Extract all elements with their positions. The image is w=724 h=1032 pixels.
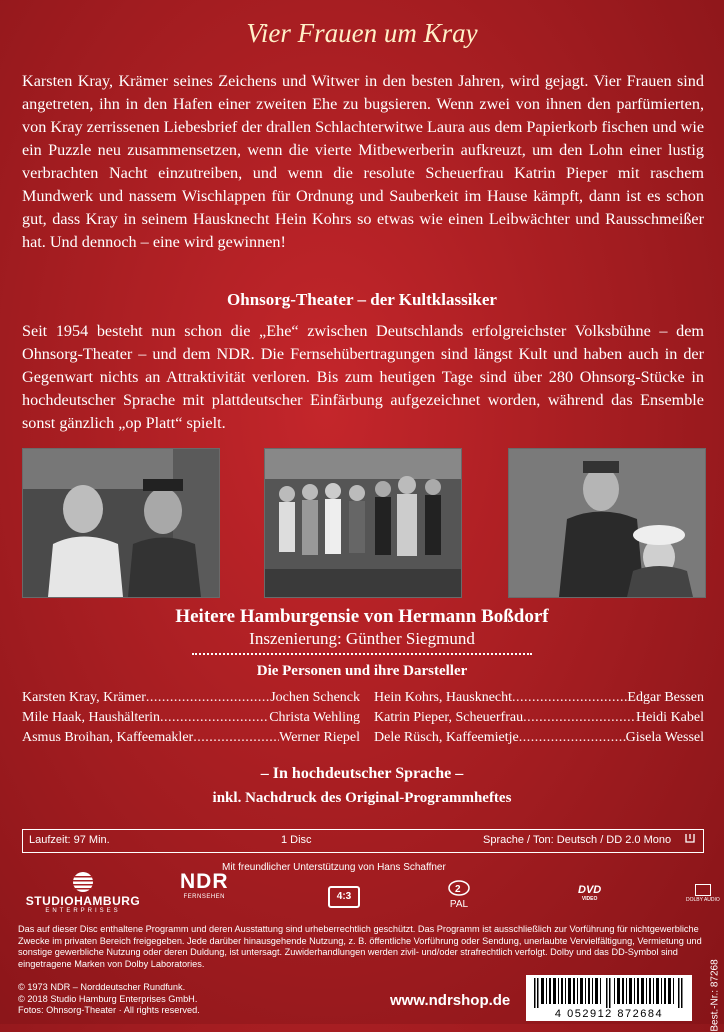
cast-row (374, 728, 704, 748)
cast-role: Katrin Pieper, Scheuerfrau (374, 710, 524, 725)
language-note: – In hochdeutscher Sprache – (260, 765, 464, 782)
cast-actor: Heidi Kabel (635, 710, 704, 725)
intro-text: Karsten Kray, Krämer seines Zeichens und Witwer in den besten Jahren, wird gejagt. Vier Frauen sind angetreten, ihn in den Hafen einer zweiten Ehe zu bugsieren. Wenn zwei von ihnen den parfümierten, von Kray zerrissenen Liebesbrief der drallen Schlachterwitwe Laura aus dem Papierkorb fischen und wie ein Puzzle neu zusammensetzen, wenn die vierte Mitbewerberin aufkreuzt, um den Lohn einer lustig verbrachten Nacht einzutreiben, und wenn die resolute Scheuerfrau Katrin Pieper mit raschem Mundwerk und nassem Wischlappen für Ordnung und Sauberkeit im Hause kämpft, dann ist es schon gut, dass Kray in seinem Hausknecht Hein Kohrs so etwas wie einen Leibwächter und Rausschmeißer hat. Und dennoch – eine wird gewinnen! (22, 72, 704, 251)
section-heading: Ohnsorg-Theater – der Kultklassiker (227, 290, 497, 309)
dvd-wordmark: DVD (578, 884, 602, 896)
extras-note: inkl. Nachdruck des Original-Programmheftes (212, 790, 512, 806)
play-subtitle: Heitere Hamburgensie von Hermann Boßdorf (175, 606, 549, 627)
dolby-double-d-icon (695, 884, 711, 896)
dot-leader (523, 708, 636, 728)
section-text: Seit 1954 besteht nun schon die „Ehe“ zwischen Deutschlands erfolgreichster Volksbühne – dem Ohnsorg-Theater – und dem NDR. Die Fernsehübertragungen sind längst Kult und haben auch in der Gegenwart nichts an Attraktivität verloren. Bis zum heutigen Tage sind über 280 Ohnsorg-Stücke in hochdeutscher Sprache mit plattdeutscher Einfärbung aufgezeichnet worden, während das Ensemble sonst gänzlich „op Platt“ spielt. (22, 322, 704, 432)
dot-leader (193, 728, 279, 748)
cast-actor: Edgar Bessen (627, 690, 704, 705)
studio-hamburg-logo (18, 868, 148, 914)
copyright-line: © 2018 Studio Hamburg Enterprises GmbH. (18, 993, 198, 1004)
ndr-logo (180, 870, 229, 900)
barcode-number: 4 052912 872684 (554, 1008, 664, 1020)
runtime-label: Laufzeit: 97 Min. (29, 834, 110, 846)
cast-role: Mile Haak, Haushälterin (22, 710, 161, 725)
dot-leader (519, 728, 626, 748)
scene-photo-2 (264, 448, 462, 598)
cast-list-left (22, 688, 360, 748)
dotted-divider (192, 653, 532, 655)
dolby-label: DOLBY AUDIO (686, 897, 720, 903)
audio-label: Sprache / Ton: Deutsch / DD 2.0 Mono (483, 834, 672, 846)
cast-actor: Werner Riepel (279, 730, 360, 745)
cast-role: Hein Kohrs, Hausknecht (374, 690, 513, 705)
support-credit: Mit freundlicher Unterstützung von Hans Schaffner (222, 862, 446, 873)
shop-url[interactable]: www.ndrshop.de (390, 992, 511, 1009)
cast-row (22, 708, 360, 728)
copyright-block (18, 982, 200, 1017)
ndr-sub: FERNSEHEN (183, 894, 225, 900)
copyright-line: © 1973 NDR – Norddeutscher Rundfunk. (18, 982, 186, 992)
pal-region-logo (448, 880, 470, 910)
studio-hamburg-wordmark: STUDIOHAMBURG (25, 894, 141, 908)
studio-hamburg-ball-icon (65, 868, 101, 892)
region-2-icon (448, 880, 470, 896)
dvd-sub: VIDEO (581, 896, 598, 902)
cover-title: Vier Frauen um Kray (246, 18, 478, 48)
cast-row (22, 728, 360, 748)
dot-leader (146, 688, 270, 708)
dot-leader (160, 708, 269, 728)
dolby-audio-logo (686, 884, 720, 903)
cast-actor: Jochen Schenck (270, 690, 360, 705)
cast-heading: Die Personen und ihre Darsteller (256, 663, 468, 679)
cast-row (374, 708, 704, 728)
cast-actor: Gisela Wessel (625, 730, 704, 745)
cast-row (22, 688, 360, 708)
cast-actor: Christa Wehling (269, 710, 360, 725)
studio-hamburg-sub: ENTERPRISES (45, 908, 121, 914)
info-bar (22, 829, 704, 853)
scene-photo-1 (22, 448, 220, 598)
aspect-ratio-icon: 4:3 (328, 886, 360, 908)
cast-role: Dele Rüsch, Kaffeemietje (374, 730, 519, 745)
cast-role: Asmus Broihan, Kaffeemakler (22, 730, 194, 745)
mono-icon (685, 833, 695, 846)
cast-role: Karsten Kray, Krämer (22, 690, 146, 705)
barcode-bars (534, 978, 684, 1008)
scene-photo-3 (508, 448, 706, 598)
cast-row (374, 688, 704, 708)
disc-count-label: 1 Disc (281, 834, 312, 846)
dot-leader (512, 688, 627, 708)
order-number: Best.-Nr.: 87268 (709, 959, 721, 1032)
pal-label: PAL (449, 899, 469, 910)
cast-list-right (374, 688, 704, 748)
ean-barcode (526, 975, 692, 1021)
director-credit: Inszenierung: Günther Siegmund (249, 629, 475, 648)
dvd-video-logo (578, 884, 601, 902)
ndr-wordmark: NDR (180, 870, 229, 893)
copyright-line: Fotos: Ohnsorg-Theater · All rights reserved. (18, 1005, 200, 1015)
order-number-box (697, 959, 721, 1032)
legal-notice: Das auf dieser Disc enthaltene Programm und deren Ausstattung sind urheberrechtlich geschützt. Das Programm ist ausschließlich zur Vorführung für nichtgewerbliche Zwecke im privaten Bereich freigegeben. Jede darüber hinausgehende Nutzung, z. B. öffentliche Vorführung oder Sendung, unerlaubte Vervielfältigung, Vermietung und sonstige gewerbliche Nutzung oder deren Duldung, ist untersagt. Zuwiderhandlungen werden zivil- und/oder strafrechtlich verfolgt. Dolby und das DD-Symbol sind eingetragene Marken von Dolby Laboratories. (18, 924, 702, 969)
svg-text:2: 2 (455, 884, 461, 895)
